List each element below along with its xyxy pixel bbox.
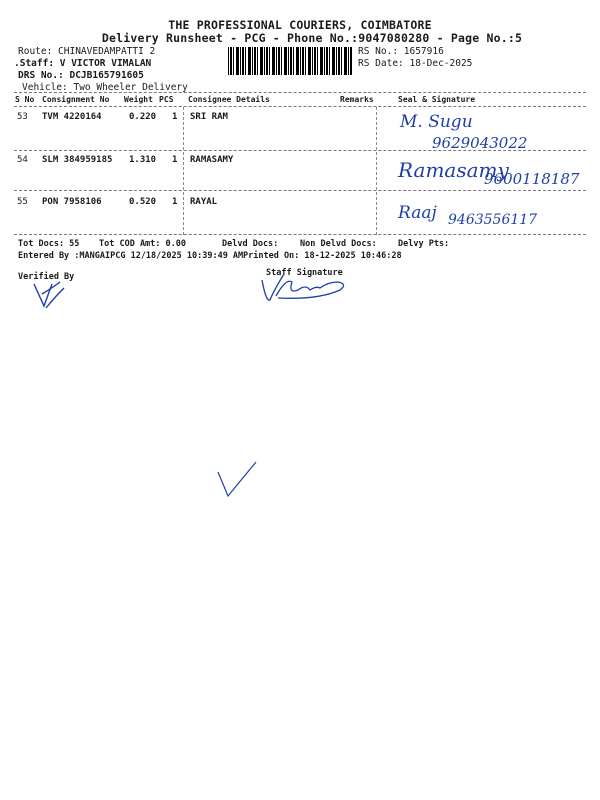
row-pcs: 1 (172, 112, 178, 122)
row-weight: 1.310 (129, 155, 157, 165)
signature-name: Ramasamy (398, 158, 509, 182)
row-consignment: TVM 4220164 (42, 112, 102, 122)
entered-by: Entered By :MANGAIPCG 12/18/2025 10:39:49 AM (18, 251, 244, 261)
row-pcs: 1 (172, 155, 178, 165)
col-separator (376, 107, 377, 235)
col-pcs: PCS (159, 95, 174, 104)
col-remarks: Remarks (340, 95, 374, 104)
signature-name: M. Sugu (400, 112, 473, 132)
verified-by-label: Verified By (18, 272, 75, 282)
total-docs: Tot Docs: 55 (18, 239, 80, 249)
delivered-docs: Delvd Docs: (222, 239, 279, 249)
row-weight: 0.520 (129, 197, 157, 207)
signature-phone: 9463556117 (448, 212, 538, 228)
row-consignee: RAYAL (190, 197, 218, 207)
check-mark-icon (214, 458, 260, 502)
row-sno: 54 (17, 155, 28, 165)
signature-phone: 9629043022 (432, 134, 528, 152)
staff-label: .Staff: V VICTOR VIMALAN (14, 58, 152, 69)
rs-date: RS Date: 18-Dec-2025 (358, 58, 473, 69)
row-consignee: SRI RAM (190, 112, 228, 122)
row-divider (14, 190, 586, 191)
signature-name: Raaj (398, 203, 437, 223)
staff-signature-label: Staff Signature (266, 268, 343, 278)
col-seal-signature: Seal & Signature (398, 95, 476, 104)
barcode (228, 47, 353, 75)
signature-phone: 9600118187 (484, 170, 580, 188)
staff-signature (258, 268, 358, 308)
col-sno: S No (15, 95, 35, 104)
header-rule (14, 106, 586, 107)
row-consignee: RAMASAMY (190, 155, 234, 165)
vehicle-label: Vehicle: Two Wheeler Delivery (22, 82, 188, 93)
non-delivered-docs: Non Delvd Docs: (300, 239, 377, 249)
row-pcs: 1 (172, 197, 178, 207)
rs-number: RS No.: 1657916 (358, 46, 444, 57)
company-name: THE PROFESSIONAL COURIERS, COIMBATORE (168, 18, 432, 32)
row-sno: 53 (17, 112, 28, 122)
delivery-points: Delvy Pts: (398, 239, 450, 249)
drs-number: DRS No.: DCJB165791605 (18, 70, 144, 81)
verified-signature (30, 278, 74, 312)
runsheet-subtitle: Delivery Runsheet - PCG - Phone No.:9047080280 - Page No.:5 (101, 31, 523, 45)
total-cod-amount: Tot COD Amt: 0.00 (99, 239, 186, 249)
col-consignee: Consignee Details (188, 95, 270, 104)
col-weight: Weight (124, 95, 153, 104)
printed-on: Printed On: 18-12-2025 10:46:28 (243, 251, 402, 261)
col-consignment: Consignment No (42, 95, 110, 104)
row-consignment: SLM 384959185 (42, 155, 113, 165)
route-label: Route: CHINAVEDAMPATTI 2 (18, 46, 156, 57)
table-top-rule (14, 92, 586, 93)
table-bottom-rule (14, 234, 586, 235)
row-divider (14, 150, 586, 151)
col-separator (183, 107, 184, 235)
row-consignment: PON 7958106 (42, 197, 102, 207)
row-sno: 55 (17, 197, 28, 207)
row-weight: 0.220 (129, 112, 157, 122)
